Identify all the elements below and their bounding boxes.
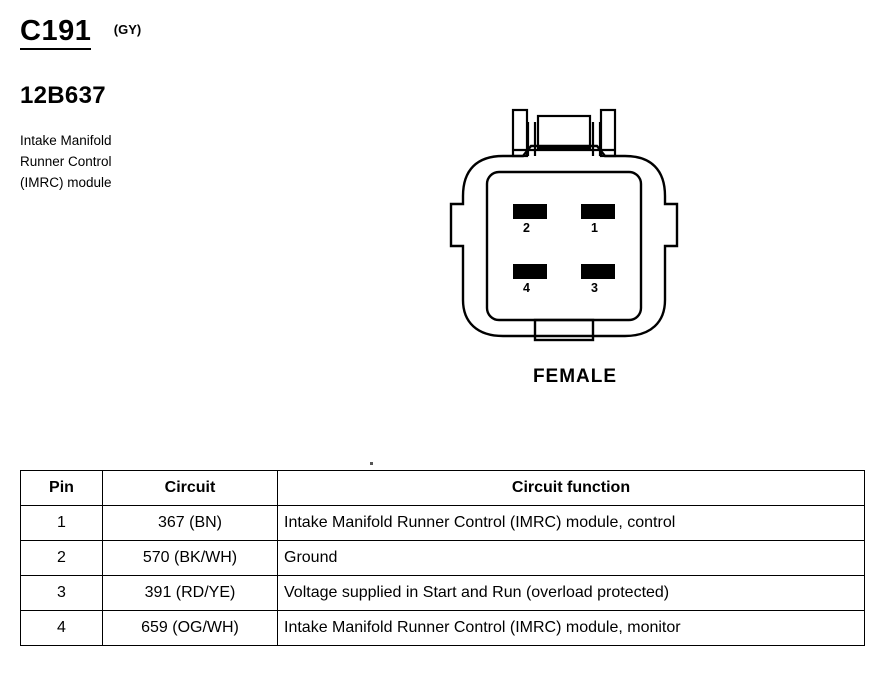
cell-circuit: 659 (OG/WH) bbox=[103, 611, 278, 646]
column-header-pin: Pin bbox=[21, 471, 103, 506]
cell-circuit-function: Ground bbox=[278, 541, 865, 576]
cell-pin: 2 bbox=[21, 541, 103, 576]
cell-circuit-function: Voltage supplied in Start and Run (overload protected) bbox=[278, 576, 865, 611]
table-row bbox=[21, 541, 865, 576]
table-row bbox=[21, 576, 865, 611]
component-description-line-3: (IMRC) module bbox=[20, 175, 112, 190]
connector-header bbox=[20, 16, 141, 50]
cavity-number-4: 4 bbox=[523, 281, 530, 295]
column-header-circuit: Circuit bbox=[103, 471, 278, 506]
cavity-4 bbox=[513, 264, 547, 279]
cell-circuit-function: Intake Manifold Runner Control (IMRC) module, monitor bbox=[278, 611, 865, 646]
cell-circuit: 570 (BK/WH) bbox=[103, 541, 278, 576]
cavity-number-3: 3 bbox=[591, 281, 598, 295]
connector-body-outline bbox=[451, 146, 677, 336]
cavity-number-1: 1 bbox=[591, 221, 598, 235]
cell-circuit: 367 (BN) bbox=[103, 506, 278, 541]
cell-circuit-function: Intake Manifold Runner Control (IMRC) module, control bbox=[278, 506, 865, 541]
cell-pin: 4 bbox=[21, 611, 103, 646]
component-description-line-2: Runner Control bbox=[20, 154, 112, 169]
connector-inner-shroud bbox=[487, 172, 641, 320]
artifact-speck bbox=[370, 462, 373, 465]
pin-table bbox=[20, 470, 865, 646]
column-header-circuit-function: Circuit function bbox=[278, 471, 865, 506]
cavity-1 bbox=[581, 204, 615, 219]
connector-gender-label: FEMALE bbox=[532, 366, 618, 387]
connector-color-code: (GY) bbox=[113, 22, 142, 37]
component-description bbox=[20, 130, 210, 193]
latch-tab-icon bbox=[538, 116, 590, 148]
component-description-line-1: Intake Manifold bbox=[20, 133, 112, 148]
cavity-number-2: 2 bbox=[523, 221, 530, 235]
part-number: 12B637 bbox=[20, 82, 106, 109]
cavity-2 bbox=[513, 204, 547, 219]
cavity-3 bbox=[581, 264, 615, 279]
connector-id: C191 bbox=[20, 16, 91, 50]
cell-circuit: 391 (RD/YE) bbox=[103, 576, 278, 611]
table-header-row bbox=[21, 471, 865, 506]
table-row bbox=[21, 506, 865, 541]
connector-svg bbox=[425, 100, 725, 360]
cell-pin: 1 bbox=[21, 506, 103, 541]
connector-diagram bbox=[425, 100, 725, 360]
cell-pin: 3 bbox=[21, 576, 103, 611]
table-row bbox=[21, 611, 865, 646]
